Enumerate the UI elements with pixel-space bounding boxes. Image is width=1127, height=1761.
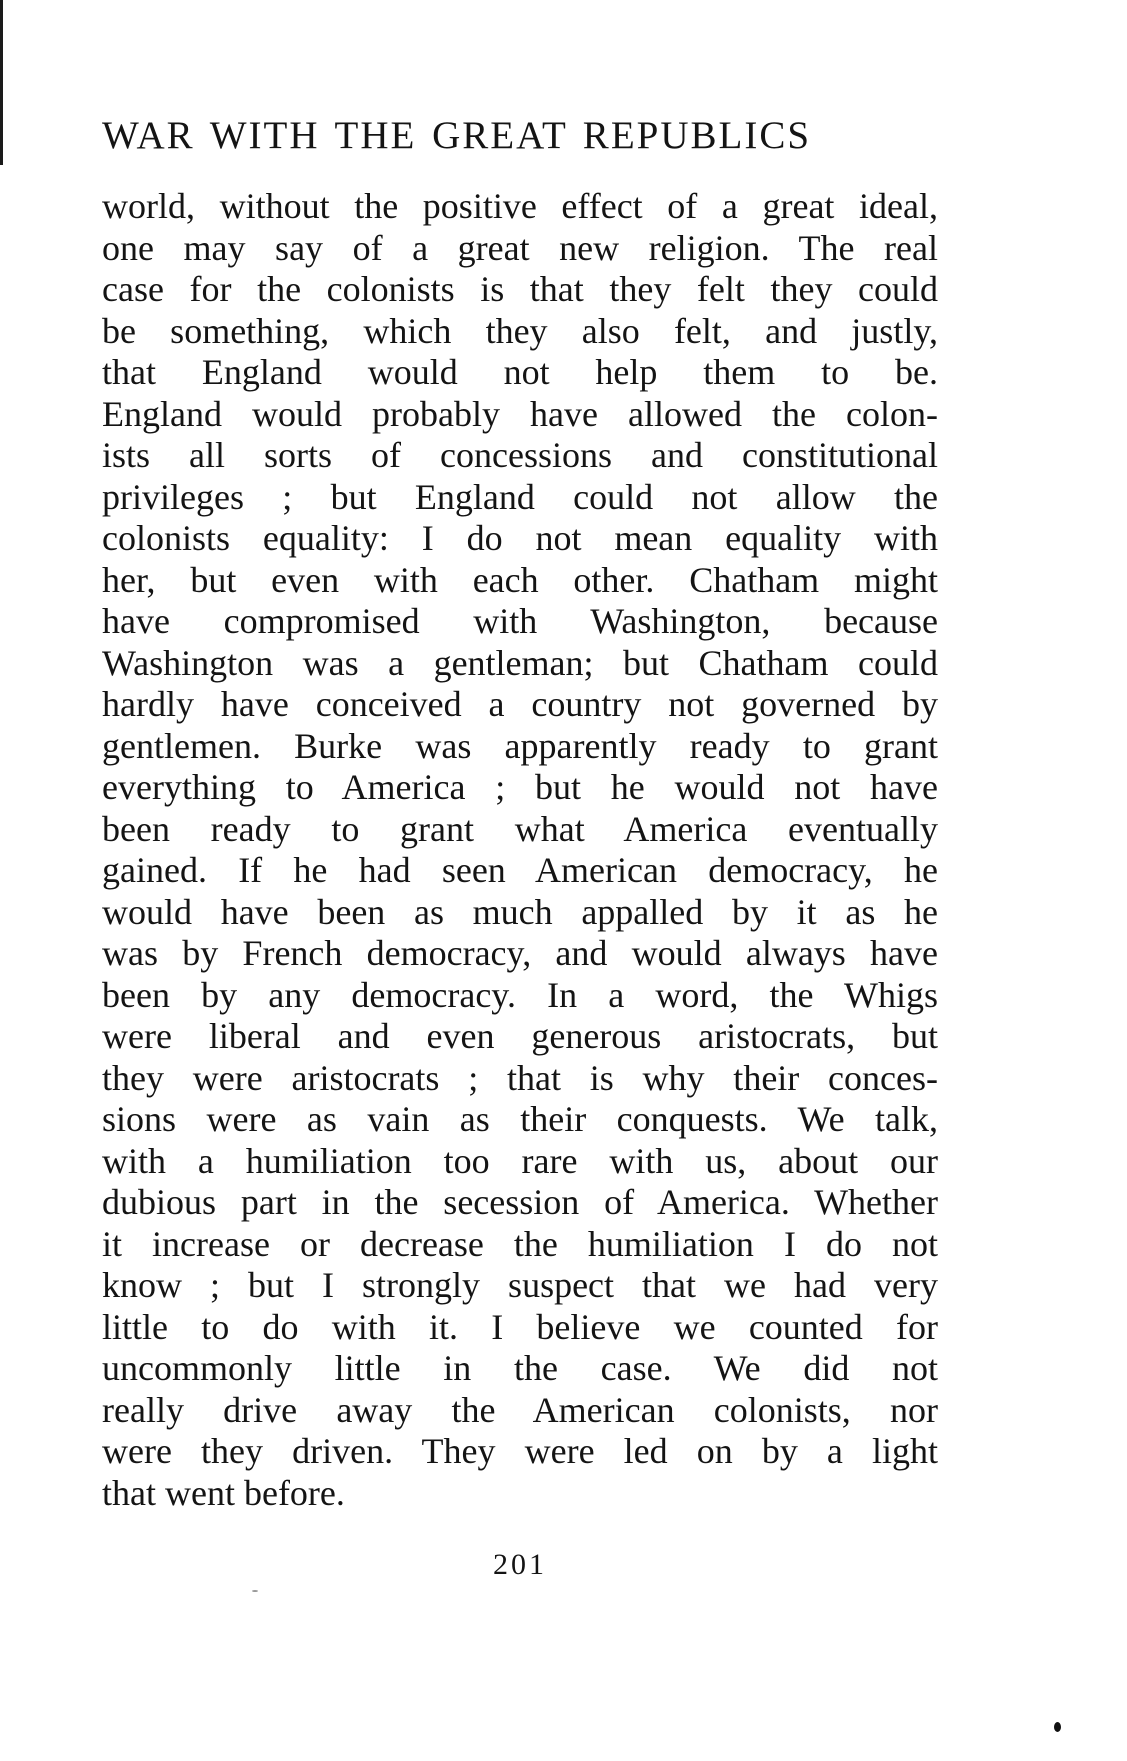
text-line: gentlemen. Burke was apparently ready to grant bbox=[102, 725, 938, 766]
text-line: one may say of a great new religion. The real bbox=[102, 227, 938, 268]
text-line: have compromised with Washington, because bbox=[102, 601, 938, 641]
text-line: privileges ; but England could not allow the bbox=[102, 476, 938, 517]
ink-speck bbox=[252, 1590, 258, 1592]
text-line: were liberal and even generous aristocrats, but bbox=[102, 1016, 938, 1056]
text-line: know ; but I strongly suspect that we had very bbox=[102, 1265, 938, 1305]
text-line: hardly have conceived a country not governed by bbox=[102, 684, 938, 724]
text-line: were they driven. They were led on by a light bbox=[102, 1431, 938, 1471]
text-line: been ready to grant what America eventually bbox=[102, 808, 938, 849]
text-line: with a humiliation too rare with us, about our bbox=[102, 1140, 938, 1181]
text-line: everything to America ; but he would not have bbox=[102, 767, 938, 807]
text-line: they were aristocrats ; that is why their conces- bbox=[102, 1057, 938, 1098]
running-head: WAR WITH THE GREAT REPUBLICS bbox=[102, 114, 812, 157]
text-line: England would probably have allowed the colon- bbox=[102, 393, 938, 434]
text-line: was by French democracy, and would always have bbox=[102, 933, 938, 973]
text-line: it increase or decrease the humiliation I do not bbox=[102, 1223, 938, 1264]
body-text bbox=[102, 186, 938, 1514]
text-line: uncommonly little in the case. We did not bbox=[102, 1348, 938, 1388]
text-line: little to do with it. I believe we counted for bbox=[102, 1306, 938, 1347]
text-line: world, without the positive effect of a great ideal, bbox=[102, 186, 938, 226]
text-line: case for the colonists is that they felt they could bbox=[102, 269, 938, 309]
text-line: been by any democracy. In a word, the Whigs bbox=[102, 974, 938, 1015]
text-line: sions were as vain as their conquests. We talk, bbox=[102, 1099, 938, 1139]
text-line: her, but even with each other. Chatham might bbox=[102, 559, 938, 600]
text-line: gained. If he had seen American democracy, he bbox=[102, 850, 938, 890]
text-line: dubious part in the secession of America. Whether bbox=[102, 1182, 938, 1222]
text-line: would have been as much appalled by it as he bbox=[102, 891, 938, 932]
text-line: really drive away the American colonists, nor bbox=[102, 1389, 938, 1430]
text-line: that England would not help them to be. bbox=[102, 352, 938, 392]
page-number: 201 bbox=[493, 1548, 547, 1581]
text-line: Washington was a gentleman; but Chatham could bbox=[102, 642, 938, 683]
binding-edge-rule bbox=[0, 0, 3, 165]
text-line: ists all sorts of concessions and constitutional bbox=[102, 435, 938, 475]
ink-speck bbox=[1054, 1722, 1061, 1732]
text-line-last: that went before. bbox=[102, 1472, 345, 1513]
text-line: be something, which they also felt, and justly, bbox=[102, 310, 938, 351]
text-line: colonists equality: I do not mean equality with bbox=[102, 518, 938, 558]
